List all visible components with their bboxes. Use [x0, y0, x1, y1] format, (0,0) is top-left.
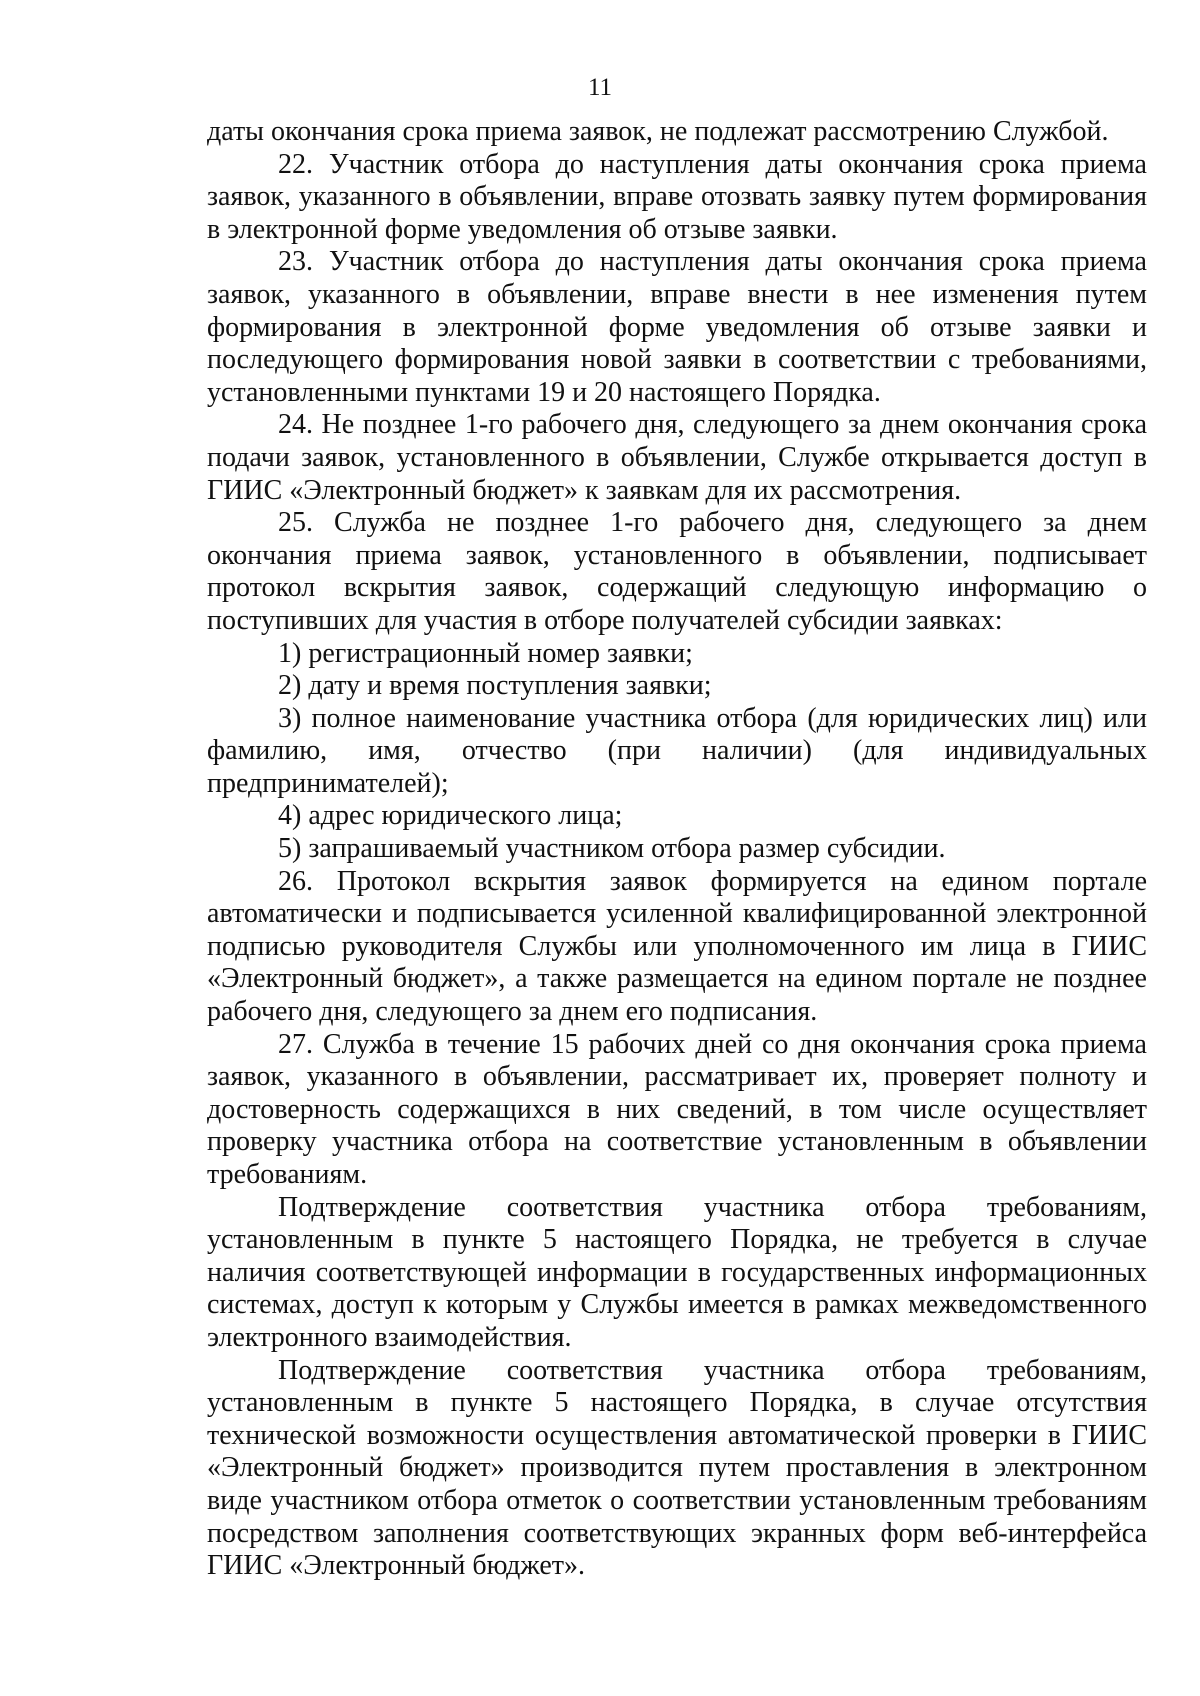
- list-item-5: 5) запрашиваемый участником отбора размер субсидии.: [278, 833, 946, 865]
- paragraph-item-24: 24. Не позднее 1-го рабочего дня, следующего за днем окончания срока подачи заявок, установленного в объявлении, Службе открывается доступ в ГИИС «Электронный бюджет» к заявкам для их рассмотрения.: [207, 409, 1147, 506]
- paragraph-item-27: 27. Служба в течение 15 рабочих дней со дня окончания срока приема заявок, указанного в объявлении, рассматривает их, проверяет полноту и достоверность содержащихся в них сведений, в том числе осуществляет проверку участника отбора на соответствие установленным в объявлении требованиям.: [207, 1028, 1147, 1190]
- list-item-1: 1) регистрационный номер заявки;: [278, 637, 693, 669]
- paragraph-continuation: даты окончания срока приема заявок, не подлежат рассмотрению Службой.: [207, 116, 1109, 147]
- list-item-4: 4) адрес юридического лица;: [278, 800, 623, 832]
- paragraph-item-23: 23. Участник отбора до наступления даты окончания срока приема заявок, указанного в объявлении, вправе внести в нее изменения путем формирования в электронной форме уведомления об отзыве заявки и последующего формирования новой заявки в соответствии с требованиями, установленными пунктами 19 и 20 настоящего Порядка.: [207, 246, 1147, 408]
- list-item-3: 3) полное наименование участника отбора (для юридических лиц) или фамилию, имя, отчество (при наличии) (для индивидуальных предпринимателей);: [207, 702, 1147, 799]
- paragraph-confirmation-2: Подтверждение соответствия участника отбора требованиям, установленным в пункте 5 настоящего Порядка, в случае отсутствия технической возможности осуществления автоматической проверки в ГИИС «Электронный бюджет» производится путем проставления в электронном виде участником отбора отметок о соответствии установленным требованиям посредством заполнения соответствующих экранных форм веб-интерфейса ГИИС «Электронный бюджет».: [207, 1354, 1147, 1582]
- document-body: [207, 116, 1147, 1583]
- paragraph-confirmation-1: Подтверждение соответствия участника отбора требованиям, установленным в пункте 5 настоящего Порядка, не требуется в случае наличия соответствующей информации в государственных информационных системах, доступ к которым у Службы имеется в рамках межведомственного электронного взаимодействия.: [207, 1191, 1147, 1353]
- page-number: 11: [587, 74, 613, 101]
- paragraph-item-26: 26. Протокол вскрытия заявок формируется на едином портале автоматически и подписывается усиленной квалифицированной электронной подписью руководителя Службы или уполномоченного им лица в ГИИС «Электронный бюджет», а также размещается на едином портале не позднее рабочего дня, следующего за днем его подписания.: [207, 865, 1147, 1028]
- list-item-2: 2) дату и время поступления заявки;: [278, 670, 712, 702]
- paragraph-item-25: 25. Служба не позднее 1-го рабочего дня, следующего за днем окончания приема заявок, установленного в объявлении, подписывает протокол вскрытия заявок, содержащий следующую информацию о поступивших для участия в отборе получателей субсидии заявках:: [207, 507, 1147, 636]
- paragraph-item-22: 22. Участник отбора до наступления даты окончания срока приема заявок, указанного в объявлении, вправе отозвать заявку путем формирования в электронной форме уведомления об отзыве заявки.: [207, 148, 1147, 245]
